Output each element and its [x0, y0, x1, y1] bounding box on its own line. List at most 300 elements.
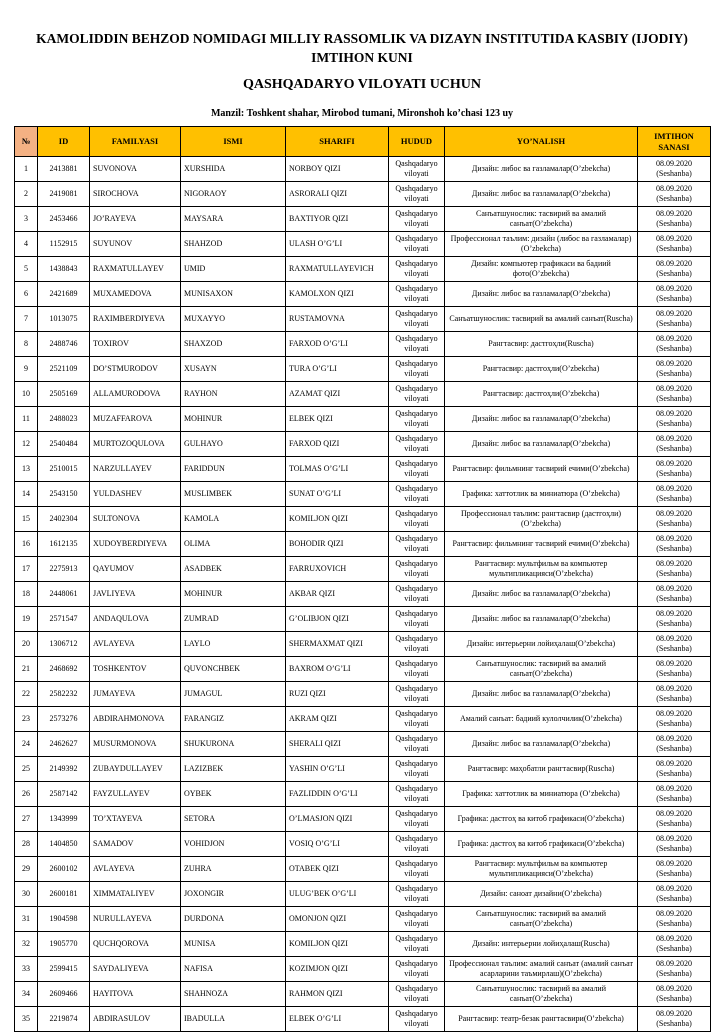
cell-imtihon-sanasi [638, 982, 711, 1007]
cell-yonalish: Дизайн: либос ва газламалар(O’zbekcha) [445, 607, 638, 632]
cell-familyasi: QAYUMOV [90, 557, 181, 582]
cell-id: 1306712 [38, 632, 90, 657]
exam-date: 08.09.2020 [656, 309, 692, 318]
exam-day: (Seshanba) [656, 1019, 692, 1028]
cell-imtihon-sanasi [638, 657, 711, 682]
cell-id: 2488023 [38, 407, 90, 432]
cell-familyasi: ABDIRAHMONOVA [90, 707, 181, 732]
cell-ismi: MUXAYYO [181, 307, 286, 332]
cell-yonalish: Дизайн: интерьерни лойиҳалаш(O’zbekcha) [445, 632, 638, 657]
cell-hudud: Qashqadaryo viloyati [389, 157, 445, 182]
candidates-table [14, 126, 711, 1032]
cell-familyasi: MUSURMONOVA [90, 732, 181, 757]
exam-date: 08.09.2020 [656, 409, 692, 418]
cell-imtihon-sanasi [638, 157, 711, 182]
cell-familyasi: SUYUNOV [90, 232, 181, 257]
cell-sharifi: KOZIMJON QIZI [286, 957, 389, 982]
exam-date: 08.09.2020 [656, 984, 692, 993]
exam-date: 08.09.2020 [656, 659, 692, 668]
cell-number: 13 [15, 457, 38, 482]
exam-date: 08.09.2020 [656, 609, 692, 618]
cell-imtihon-sanasi [638, 957, 711, 982]
cell-hudud: Qashqadaryo viloyati [389, 657, 445, 682]
table-row [15, 707, 711, 732]
cell-id: 2573276 [38, 707, 90, 732]
exam-day: (Seshanba) [656, 944, 692, 953]
cell-hudud: Qashqadaryo viloyati [389, 682, 445, 707]
table-row [15, 907, 711, 932]
col-header-ismi: ISMI [181, 127, 286, 157]
exam-date: 08.09.2020 [656, 534, 692, 543]
cell-number: 17 [15, 557, 38, 582]
exam-date: 08.09.2020 [656, 709, 692, 718]
table-row [15, 207, 711, 232]
exam-day: (Seshanba) [656, 994, 692, 1003]
cell-familyasi: TOXIROV [90, 332, 181, 357]
table-row [15, 157, 711, 182]
cell-hudud: Qashqadaryo viloyati [389, 957, 445, 982]
cell-yonalish: Рангтасвир: маҳобатли рангтасвир(Ruscha) [445, 757, 638, 782]
cell-number: 12 [15, 432, 38, 457]
cell-yonalish: Рангтасвир: фильмнинг тасвирий ечими(O’zbekcha) [445, 532, 638, 557]
table-row [15, 857, 711, 882]
cell-imtihon-sanasi [638, 557, 711, 582]
exam-date: 08.09.2020 [656, 959, 692, 968]
exam-day: (Seshanba) [656, 819, 692, 828]
exam-date: 08.09.2020 [656, 434, 692, 443]
cell-id: 1404850 [38, 832, 90, 857]
table-row [15, 182, 711, 207]
cell-imtihon-sanasi [638, 757, 711, 782]
cell-id: 2543150 [38, 482, 90, 507]
exam-date: 08.09.2020 [656, 634, 692, 643]
cell-id: 1152915 [38, 232, 90, 257]
cell-hudud: Qashqadaryo viloyati [389, 932, 445, 957]
cell-yonalish: Дизайн: компьютер графикаси ва бадиий фото(O’zbekcha) [445, 257, 638, 282]
cell-familyasi: FAYZULLAYEV [90, 782, 181, 807]
exam-date: 08.09.2020 [656, 209, 692, 218]
exam-date: 08.09.2020 [656, 384, 692, 393]
cell-hudud: Qashqadaryo viloyati [389, 1007, 445, 1032]
cell-yonalish: Профессионал таълим: амалий санъат (амалий санъат асарларини таъмирлаш)(O’zbekcha) [445, 957, 638, 982]
cell-number: 34 [15, 982, 38, 1007]
exam-date: 08.09.2020 [656, 559, 692, 568]
cell-familyasi: ANDAQULOVA [90, 607, 181, 632]
cell-ismi: ASADBEK [181, 557, 286, 582]
exam-date: 08.09.2020 [656, 159, 692, 168]
cell-imtihon-sanasi [638, 482, 711, 507]
cell-sharifi: FARRUXOVICH [286, 557, 389, 582]
exam-date: 08.09.2020 [656, 884, 692, 893]
cell-hudud: Qashqadaryo viloyati [389, 982, 445, 1007]
cell-familyasi: QUCHQOROVA [90, 932, 181, 957]
cell-number: 4 [15, 232, 38, 257]
cell-yonalish: Дизайн: либос ва газламалар(O’zbekcha) [445, 407, 638, 432]
cell-familyasi: AVLAYEVA [90, 857, 181, 882]
cell-id: 2413881 [38, 157, 90, 182]
cell-id: 2462627 [38, 732, 90, 757]
cell-imtihon-sanasi [638, 932, 711, 957]
table-row [15, 782, 711, 807]
cell-number: 6 [15, 282, 38, 307]
cell-sharifi: ASRORALI QIZI [286, 182, 389, 207]
cell-hudud: Qashqadaryo viloyati [389, 532, 445, 557]
cell-ismi: MOHINUR [181, 407, 286, 432]
cell-hudud: Qashqadaryo viloyati [389, 857, 445, 882]
page-subtitle: QASHQADARYO VILOYATI UCHUN [242, 77, 482, 92]
cell-number: 21 [15, 657, 38, 682]
exam-date: 08.09.2020 [656, 934, 692, 943]
page-title [34, 29, 690, 67]
cell-hudud: Qashqadaryo viloyati [389, 507, 445, 532]
table-row [15, 432, 711, 457]
cell-hudud: Qashqadaryo viloyati [389, 257, 445, 282]
cell-sharifi: FARXOD QIZI [286, 432, 389, 457]
exam-day: (Seshanba) [656, 769, 692, 778]
exam-day: (Seshanba) [656, 494, 692, 503]
exam-date: 08.09.2020 [656, 834, 692, 843]
cell-yonalish: Дизайн: либос ва газламалар(O’zbekcha) [445, 182, 638, 207]
cell-familyasi: XIMMATALIYEV [90, 882, 181, 907]
cell-hudud: Qashqadaryo viloyati [389, 707, 445, 732]
exam-day: (Seshanba) [656, 294, 692, 303]
cell-ismi: RAYHON [181, 382, 286, 407]
cell-number: 23 [15, 707, 38, 732]
table-row [15, 332, 711, 357]
exam-day: (Seshanba) [656, 469, 692, 478]
cell-yonalish: Дизайн: саноат дизайни(O’zbekcha) [445, 882, 638, 907]
exam-date: 08.09.2020 [656, 1009, 692, 1018]
cell-number: 1 [15, 157, 38, 182]
cell-yonalish: Дизайн: либос ва газламалар(O’zbekcha) [445, 682, 638, 707]
cell-hudud: Qashqadaryo viloyati [389, 882, 445, 907]
cell-number: 16 [15, 532, 38, 557]
cell-sharifi: KAMOLXON QIZI [286, 282, 389, 307]
cell-hudud: Qashqadaryo viloyati [389, 832, 445, 857]
cell-familyasi: SULTONOVA [90, 507, 181, 532]
cell-yonalish: Дизайн: либос ва газламалар(O’zbekcha) [445, 582, 638, 607]
exam-day: (Seshanba) [656, 569, 692, 578]
cell-sharifi: G’OLIBJON QIZI [286, 607, 389, 632]
cell-hudud: Qashqadaryo viloyati [389, 407, 445, 432]
cell-imtihon-sanasi [638, 507, 711, 532]
exam-day: (Seshanba) [656, 194, 692, 203]
cell-yonalish: Дизайн: либос ва газламалар(O’zbekcha) [445, 732, 638, 757]
cell-ismi: IBADULLA [181, 1007, 286, 1032]
exam-date: 08.09.2020 [656, 359, 692, 368]
cell-imtihon-sanasi [638, 282, 711, 307]
cell-number: 33 [15, 957, 38, 982]
cell-id: 2582232 [38, 682, 90, 707]
cell-sharifi: RAHMON QIZI [286, 982, 389, 1007]
cell-hudud: Qashqadaryo viloyati [389, 757, 445, 782]
cell-yonalish: Профессионал таълим: рангтасвир (дастгоҳли)(O’zbekcha) [445, 507, 638, 532]
cell-sharifi: O’LMASJON QIZI [286, 807, 389, 832]
cell-sharifi: KOMILJON QIZI [286, 932, 389, 957]
page-title-line1: KAMOLIDDIN BEHZOD NOMIDAGI MILLIY RASSOMLIK VA DIZAYN INSTITUTIDA KASBIY (IJODIY) [36, 31, 688, 46]
cell-familyasi: HAYITOVA [90, 982, 181, 1007]
exam-day: (Seshanba) [656, 719, 692, 728]
cell-yonalish: Дизайн: либос ва газламалар(O’zbekcha) [445, 432, 638, 457]
cell-hudud: Qashqadaryo viloyati [389, 782, 445, 807]
exam-date: 08.09.2020 [656, 684, 692, 693]
exam-date: 08.09.2020 [656, 509, 692, 518]
table-row [15, 532, 711, 557]
exam-day: (Seshanba) [656, 344, 692, 353]
cell-familyasi: TOSHKENTOV [90, 657, 181, 682]
cell-familyasi: SUVONOVA [90, 157, 181, 182]
table-row [15, 832, 711, 857]
cell-familyasi: YULDASHEV [90, 482, 181, 507]
cell-number: 2 [15, 182, 38, 207]
cell-imtihon-sanasi [638, 407, 711, 432]
table-row [15, 757, 711, 782]
cell-hudud: Qashqadaryo viloyati [389, 307, 445, 332]
cell-familyasi: NURULLAYEVA [90, 907, 181, 932]
cell-number: 25 [15, 757, 38, 782]
cell-id: 1013075 [38, 307, 90, 332]
cell-sharifi: ELBEK O’G’LI [286, 1007, 389, 1032]
cell-ismi: DURDONA [181, 907, 286, 932]
cell-ismi: SHAXZOD [181, 332, 286, 357]
cell-number: 20 [15, 632, 38, 657]
cell-sharifi: OTABEK QIZI [286, 857, 389, 882]
cell-sharifi: BOHODIR QIZI [286, 532, 389, 557]
cell-yonalish: Рангтасвир: театр-безак рангтасвири(O’zbekcha) [445, 1007, 638, 1032]
exam-day: (Seshanba) [656, 619, 692, 628]
cell-sharifi: VOSIQ O’G’LI [286, 832, 389, 857]
cell-yonalish: Профессионал таълим: дизайн (либос ва газламалар)(O’zbekcha) [445, 232, 638, 257]
exam-date: 08.09.2020 [656, 859, 692, 868]
cell-imtihon-sanasi [638, 357, 711, 382]
cell-id: 2571547 [38, 607, 90, 632]
cell-number: 32 [15, 932, 38, 957]
cell-hudud: Qashqadaryo viloyati [389, 357, 445, 382]
exam-date: 08.09.2020 [656, 234, 692, 243]
cell-sharifi: OMONJON QIZI [286, 907, 389, 932]
cell-imtihon-sanasi [638, 332, 711, 357]
exam-day: (Seshanba) [656, 969, 692, 978]
page-title-line2: IMTIHON KUNI [311, 50, 413, 65]
cell-sharifi: SHERALI QIZI [286, 732, 389, 757]
cell-id: 2488746 [38, 332, 90, 357]
cell-number: 9 [15, 357, 38, 382]
cell-familyasi: DO’STMURODOV [90, 357, 181, 382]
cell-familyasi: RAXIMBERDIYEVA [90, 307, 181, 332]
cell-id: 2219874 [38, 1007, 90, 1032]
cell-id: 2505169 [38, 382, 90, 407]
exam-day: (Seshanba) [656, 669, 692, 678]
cell-number: 5 [15, 257, 38, 282]
cell-yonalish: Графика: дастгоҳ ва китоб графикаси(O’zbekcha) [445, 832, 638, 857]
cell-ismi: UMID [181, 257, 286, 282]
cell-hudud: Qashqadaryo viloyati [389, 457, 445, 482]
exam-date: 08.09.2020 [656, 284, 692, 293]
cell-yonalish: Санъатшунослик: тасвирий ва амалий санъат(O’zbekcha) [445, 982, 638, 1007]
cell-id: 1343999 [38, 807, 90, 832]
cell-hudud: Qashqadaryo viloyati [389, 432, 445, 457]
cell-sharifi: RUSTAMOVNA [286, 307, 389, 332]
exam-day: (Seshanba) [656, 644, 692, 653]
cell-yonalish: Рангтасвир: дастгоҳли(O’zbekcha) [445, 382, 638, 407]
cell-ismi: GULHAYO [181, 432, 286, 457]
cell-number: 24 [15, 732, 38, 757]
cell-hudud: Qashqadaryo viloyati [389, 907, 445, 932]
cell-imtihon-sanasi [638, 632, 711, 657]
cell-number: 3 [15, 207, 38, 232]
cell-sharifi: SUNAT O’G’LI [286, 482, 389, 507]
exam-date: 08.09.2020 [656, 784, 692, 793]
cell-familyasi: ZUBAYDULLAYEV [90, 757, 181, 782]
table-row [15, 582, 711, 607]
cell-familyasi: RAXMATULLAYEV [90, 257, 181, 282]
cell-sharifi: ULUG’BEK O’G’LI [286, 882, 389, 907]
cell-id: 1904598 [38, 907, 90, 932]
cell-hudud: Qashqadaryo viloyati [389, 282, 445, 307]
cell-hudud: Qashqadaryo viloyati [389, 582, 445, 607]
cell-sharifi: YASHIN O’G’LI [286, 757, 389, 782]
exam-day: (Seshanba) [656, 394, 692, 403]
cell-ismi: KAMOLA [181, 507, 286, 532]
cell-familyasi: SAYDALIYEVA [90, 957, 181, 982]
table-row [15, 257, 711, 282]
cell-sharifi: AKBAR QIZI [286, 582, 389, 607]
cell-number: 27 [15, 807, 38, 832]
cell-hudud: Qashqadaryo viloyati [389, 332, 445, 357]
cell-yonalish: Санъатшунослик: тасвирий ва амалий санъат(O’zbekcha) [445, 657, 638, 682]
cell-number: 35 [15, 1007, 38, 1032]
col-header-familyasi: FAMILYASI [90, 127, 181, 157]
cell-hudud: Qashqadaryo viloyati [389, 557, 445, 582]
cell-imtihon-sanasi [638, 732, 711, 757]
cell-imtihon-sanasi [638, 582, 711, 607]
cell-sharifi: TURA O’G’LI [286, 357, 389, 382]
cell-yonalish: Санъатшунослик: тасвирий ва амалий санъат(O’zbekcha) [445, 207, 638, 232]
cell-imtihon-sanasi [638, 382, 711, 407]
exam-date: 08.09.2020 [656, 259, 692, 268]
cell-yonalish: Графика: хаттотлик ва миниатюра (O’zbekcha) [445, 482, 638, 507]
cell-sharifi: NORBOY QIZI [286, 157, 389, 182]
exam-day: (Seshanba) [656, 744, 692, 753]
cell-hudud: Qashqadaryo viloyati [389, 182, 445, 207]
cell-ismi: MUNISAXON [181, 282, 286, 307]
table-row [15, 682, 711, 707]
cell-id: 2587142 [38, 782, 90, 807]
cell-id: 2609466 [38, 982, 90, 1007]
exam-day: (Seshanba) [656, 869, 692, 878]
table-row [15, 282, 711, 307]
cell-yonalish: Рангтасвир: фильмнинг тасвирий ечими(O’zbekcha) [445, 457, 638, 482]
cell-ismi: SETORA [181, 807, 286, 832]
table-row [15, 382, 711, 407]
exam-day: (Seshanba) [656, 844, 692, 853]
table-row [15, 557, 711, 582]
cell-ismi: SHAHZOD [181, 232, 286, 257]
exam-date: 08.09.2020 [656, 459, 692, 468]
cell-hudud: Qashqadaryo viloyati [389, 207, 445, 232]
cell-sharifi: SHERMAXMAT QIZI [286, 632, 389, 657]
exam-day: (Seshanba) [656, 919, 692, 928]
cell-id: 1612135 [38, 532, 90, 557]
cell-id: 2600102 [38, 857, 90, 882]
cell-hudud: Qashqadaryo viloyati [389, 607, 445, 632]
cell-familyasi: AVLAYEVA [90, 632, 181, 657]
exam-day: (Seshanba) [656, 794, 692, 803]
exam-date: 08.09.2020 [656, 759, 692, 768]
cell-hudud: Qashqadaryo viloyati [389, 732, 445, 757]
cell-imtihon-sanasi [638, 707, 711, 732]
cell-sharifi: TOLMAS O’G’LI [286, 457, 389, 482]
cell-number: 19 [15, 607, 38, 632]
cell-ismi: FARANGIZ [181, 707, 286, 732]
cell-yonalish: Санъатшунослик: тасвирий ва амалий санъат(O’zbekcha) [445, 907, 638, 932]
address-line: Manzil: Toshkent shahar, Mirobod tumani, Mironshoh ko’chasi 123 uy [210, 108, 514, 119]
table-row [15, 482, 711, 507]
cell-sharifi: FARXOD O’G’LI [286, 332, 389, 357]
cell-id: 2510015 [38, 457, 90, 482]
cell-ismi: MUNISA [181, 932, 286, 957]
cell-ismi: XURSHIDA [181, 157, 286, 182]
exam-day: (Seshanba) [656, 594, 692, 603]
cell-imtihon-sanasi [638, 607, 711, 632]
cell-familyasi: MURTOZOQULOVA [90, 432, 181, 457]
exam-date: 08.09.2020 [656, 909, 692, 918]
cell-familyasi: NARZULLAYEV [90, 457, 181, 482]
table-row [15, 957, 711, 982]
exam-day: (Seshanba) [656, 544, 692, 553]
exam-day: (Seshanba) [656, 244, 692, 253]
cell-number: 18 [15, 582, 38, 607]
cell-number: 22 [15, 682, 38, 707]
cell-id: 2419081 [38, 182, 90, 207]
cell-yonalish: Графика: хаттотлик ва миниатюра (O’zbekcha) [445, 782, 638, 807]
exam-day: (Seshanba) [656, 269, 692, 278]
exam-date: 08.09.2020 [656, 334, 692, 343]
col-header-imtihon-sanasi: IMTIHON SANASI [638, 127, 711, 157]
cell-number: 31 [15, 907, 38, 932]
cell-ismi: MOHINUR [181, 582, 286, 607]
col-header-yonalish: YO’NALISH [445, 127, 638, 157]
cell-ismi: ZUMRAD [181, 607, 286, 632]
cell-number: 28 [15, 832, 38, 857]
cell-sharifi: ELBEK QIZI [286, 407, 389, 432]
cell-sharifi: RAXMATULLAYEVICH [286, 257, 389, 282]
cell-id: 2421689 [38, 282, 90, 307]
table-row [15, 407, 711, 432]
cell-number: 10 [15, 382, 38, 407]
cell-ismi: OYBEK [181, 782, 286, 807]
cell-id: 2275913 [38, 557, 90, 582]
cell-ismi: MAYSARA [181, 207, 286, 232]
cell-id: 2599415 [38, 957, 90, 982]
cell-ismi: SHUKURONA [181, 732, 286, 757]
cell-sharifi: RUZI QIZI [286, 682, 389, 707]
cell-ismi: LAYLO [181, 632, 286, 657]
cell-id: 2149392 [38, 757, 90, 782]
cell-ismi: ZUHRA [181, 857, 286, 882]
cell-imtihon-sanasi [638, 257, 711, 282]
cell-hudud: Qashqadaryo viloyati [389, 482, 445, 507]
cell-number: 8 [15, 332, 38, 357]
exam-date: 08.09.2020 [656, 584, 692, 593]
cell-familyasi: SIROCHOVA [90, 182, 181, 207]
cell-ismi: SHAHNOZA [181, 982, 286, 1007]
cell-number: 14 [15, 482, 38, 507]
cell-familyasi: ABDIRASULOV [90, 1007, 181, 1032]
cell-ismi: QUVONCHBEK [181, 657, 286, 682]
cell-familyasi: MUZAFFAROVA [90, 407, 181, 432]
cell-ismi: VOHIDJON [181, 832, 286, 857]
